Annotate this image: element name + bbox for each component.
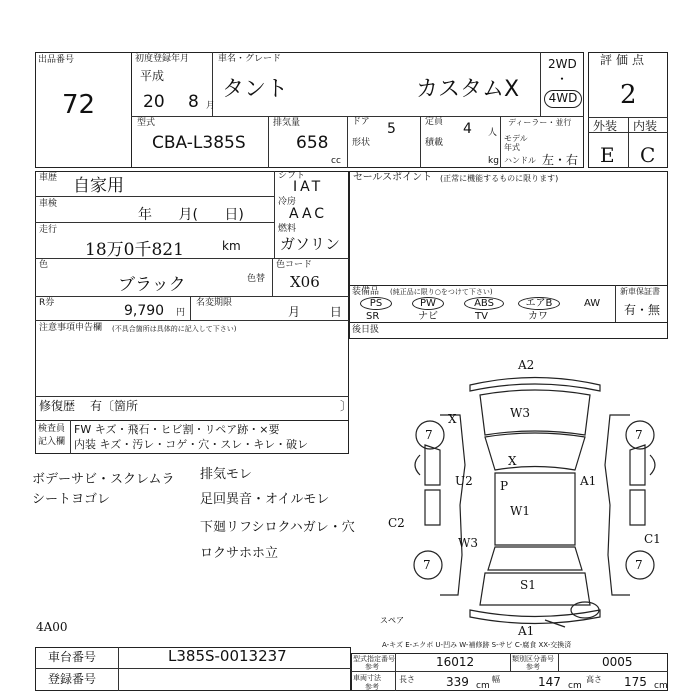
color-change-label: 色替 [247, 274, 266, 284]
drive-4wd: 4WD [548, 91, 578, 105]
mileage-value: 18万0千821 [85, 240, 184, 260]
category-value: 0005 [602, 655, 633, 669]
equipment-aw: AW [584, 298, 601, 309]
check-row-2: 内装 キズ・汚レ・コゲ・穴・スレ・キレ・破レ [74, 438, 309, 451]
sales-point-label: セールスポイント [353, 172, 433, 183]
warranty-label: 新車保証書 [620, 287, 660, 296]
notes-note: (不具合箇所は具体的に記入して下さい) [112, 325, 237, 333]
inspection-value: 年 月( 日) [138, 207, 244, 223]
car-name-value: タント [222, 77, 289, 102]
first-reg-month-unit: 月 [206, 101, 216, 111]
equipment-leather: カワ [528, 311, 548, 322]
equipment-ps [360, 297, 392, 310]
model-year-label: モデル年式 [504, 134, 528, 152]
mark-left-w3: W3 [458, 536, 478, 550]
mark-hood-x: X [448, 412, 457, 426]
drive-4wd-circled [544, 90, 582, 108]
signature: 4A00 [36, 620, 68, 634]
drive-2wd: 2WD [548, 57, 577, 71]
color-code-label: 色コード [276, 260, 313, 270]
size-label-1: 車両寸法 [353, 674, 381, 682]
handwritten-note-4: 足回異音・オイルモレ [200, 492, 330, 507]
handle-label: ハンドル [504, 156, 536, 165]
recycle-unit: 円 [176, 308, 186, 318]
color-code-value: X06 [290, 273, 320, 291]
history-label: 車歴 [39, 173, 58, 183]
mark-wheel-fr: 7 [635, 428, 643, 442]
after-date-label: 後日扱 [352, 325, 380, 335]
displacement-unit: cc [331, 156, 341, 166]
check-label-2: 記入欄 [38, 437, 66, 447]
inspection-label: 車検 [39, 199, 58, 209]
handwritten-note-2: シートヨゴレ [32, 492, 111, 507]
size-height: 175 [624, 675, 647, 689]
chassis-value: L385S-0013237 [168, 647, 287, 665]
chassis-label: 車台番号 [48, 650, 97, 664]
mark-front: A2 [518, 358, 535, 372]
car-name-label: 車名・グレード [218, 54, 282, 64]
model-label: 型式 [137, 118, 156, 128]
dealer-label: ディーラー・並行 [508, 118, 572, 127]
mark-rear-a1: A1 [518, 624, 535, 638]
equipment-pw [412, 297, 444, 310]
equipment-pw-label: PW [420, 298, 436, 309]
name-change-value: 月 日 [288, 305, 342, 319]
size-width-unit: cm [568, 681, 582, 691]
mark-left-c2: C2 [388, 516, 405, 530]
aircon-label: 冷房 [278, 197, 297, 207]
body-shape-label: 形状 [352, 138, 371, 148]
capacity-label: 定員 [425, 117, 444, 127]
equipment-airbag [518, 297, 560, 310]
mark-rear-s1: S1 [520, 578, 536, 592]
equipment-navi: ナビ [418, 311, 438, 322]
first-reg-label: 初度登録年月 [135, 54, 190, 64]
cert-value: 16012 [436, 655, 475, 669]
shift-value: IAT [293, 179, 324, 195]
lot-number-value: 72 [62, 90, 96, 120]
mark-wheel-fl: 7 [425, 428, 433, 442]
first-reg-era: 平成 [140, 69, 165, 83]
model-value: CBA-L385S [152, 133, 246, 153]
fuel-value: ガソリン [280, 235, 341, 253]
mark-pillar: P [500, 479, 509, 493]
mark-roof-w1: W1 [510, 504, 530, 518]
after-date-box [349, 322, 668, 339]
doors-value: 5 [387, 121, 396, 137]
size-length-label: 長さ [399, 675, 415, 684]
size-width-label: 幅 [492, 675, 500, 684]
size-height-label: 高さ [586, 675, 602, 684]
recycle-label: R券 [39, 298, 55, 308]
notes-label: 注意事項申告欄 [39, 323, 103, 333]
first-reg-year: 20 [143, 92, 165, 112]
first-reg-month: 8 [188, 92, 199, 112]
lot-number-label: 出品番号 [38, 55, 75, 65]
handwritten-note-1: ボデーサビ・スクレムラ [32, 472, 175, 487]
size-label-2: 参考 [365, 683, 379, 691]
grade-eval-value: 2 [620, 80, 637, 110]
equipment-label: 装備品 [352, 287, 380, 297]
handle-options: 左・右 [542, 153, 579, 167]
mark-wheel-rr: 7 [635, 558, 643, 572]
repair-value: 有〔箇所 [90, 399, 139, 413]
warranty-value: 有・無 [624, 303, 661, 317]
displacement-label: 排気量 [273, 118, 301, 128]
drive-dot: ・ [556, 72, 569, 86]
color-value: ブラック [118, 275, 186, 295]
handwritten-note-5: 下廻リフシロクハガレ・穴 [200, 520, 355, 535]
name-change-label: 名変期限 [196, 298, 233, 308]
equipment-note: (純正品に限り○をつけて下さい) [390, 288, 493, 296]
equipment-abs-label: ABS [474, 298, 494, 309]
capacity-unit: 人 [488, 128, 498, 138]
aircon-value: AAC [289, 206, 328, 222]
history-value: 自家用 [73, 176, 124, 196]
size-length-unit: cm [476, 681, 490, 691]
capacity-value: 4 [463, 121, 472, 137]
doors-label: ドア [352, 117, 370, 127]
equipment-airbag-label: エアB [525, 298, 553, 309]
car-grade-value: カスタムX [416, 77, 520, 102]
fuel-label: 燃料 [278, 224, 297, 234]
mileage-unit: km [222, 239, 241, 253]
shift-label: シフト [278, 171, 306, 181]
grade-eval-label: 評価点 [600, 53, 649, 67]
equipment-ps-label: PS [369, 298, 383, 309]
equipment-sr: SR [366, 311, 380, 322]
check-row-1: FW キズ・飛石・ヒビ割・リペア跡・×要 [74, 423, 280, 436]
load-unit: kg [488, 156, 499, 166]
mark-windshield: W3 [510, 406, 530, 420]
mark-right-c1: C1 [644, 532, 661, 546]
equipment-tv: TV [475, 311, 488, 322]
grade-int-label: 内装 [633, 119, 658, 133]
mark-roof-x: X [508, 454, 517, 468]
cert-label-1: 型式指定番号 [353, 655, 395, 663]
color-label: 色 [39, 260, 49, 270]
cert-label-2: 参考 [365, 663, 379, 671]
mileage-label: 走行 [39, 225, 58, 235]
grade-ext-label: 外装 [593, 119, 618, 133]
repair-label: 修復歴 [39, 399, 76, 413]
sales-point-box [349, 171, 668, 286]
handwritten-note-6: ロクサホホ立 [200, 546, 279, 561]
size-height-unit: cm [654, 681, 668, 691]
category-label-2: 参考 [526, 663, 540, 671]
mark-right-door: A1 [580, 474, 597, 488]
check-label-1: 検査員 [38, 424, 66, 434]
displacement-value: 658 [296, 133, 329, 153]
mark-left-door: U2 [455, 474, 473, 488]
load-label: 積載 [425, 138, 444, 148]
spare-label: スペア [380, 616, 404, 625]
lot-number-box [35, 52, 132, 168]
sales-point-note: (正常に機能するものに限ります) [440, 174, 559, 183]
mark-wheel-rl: 7 [423, 558, 431, 572]
handwritten-note-3: 排気モレ [200, 467, 253, 482]
repair-close: 〕 [340, 399, 353, 413]
reg-no-label: 登録番号 [48, 672, 97, 686]
size-length: 339 [446, 675, 469, 689]
damage-legend: A-キズ E-エクボ U-凹み W-補修跡 S-サビ C-腐食 XX-交換済 [382, 641, 572, 649]
category-label-1: 類別区分番号 [512, 655, 554, 663]
grade-int-value: C [640, 143, 656, 167]
size-width: 147 [538, 675, 561, 689]
grade-ext-value: E [600, 143, 615, 167]
equipment-abs [464, 297, 504, 310]
recycle-value: 9,790 [124, 303, 165, 319]
